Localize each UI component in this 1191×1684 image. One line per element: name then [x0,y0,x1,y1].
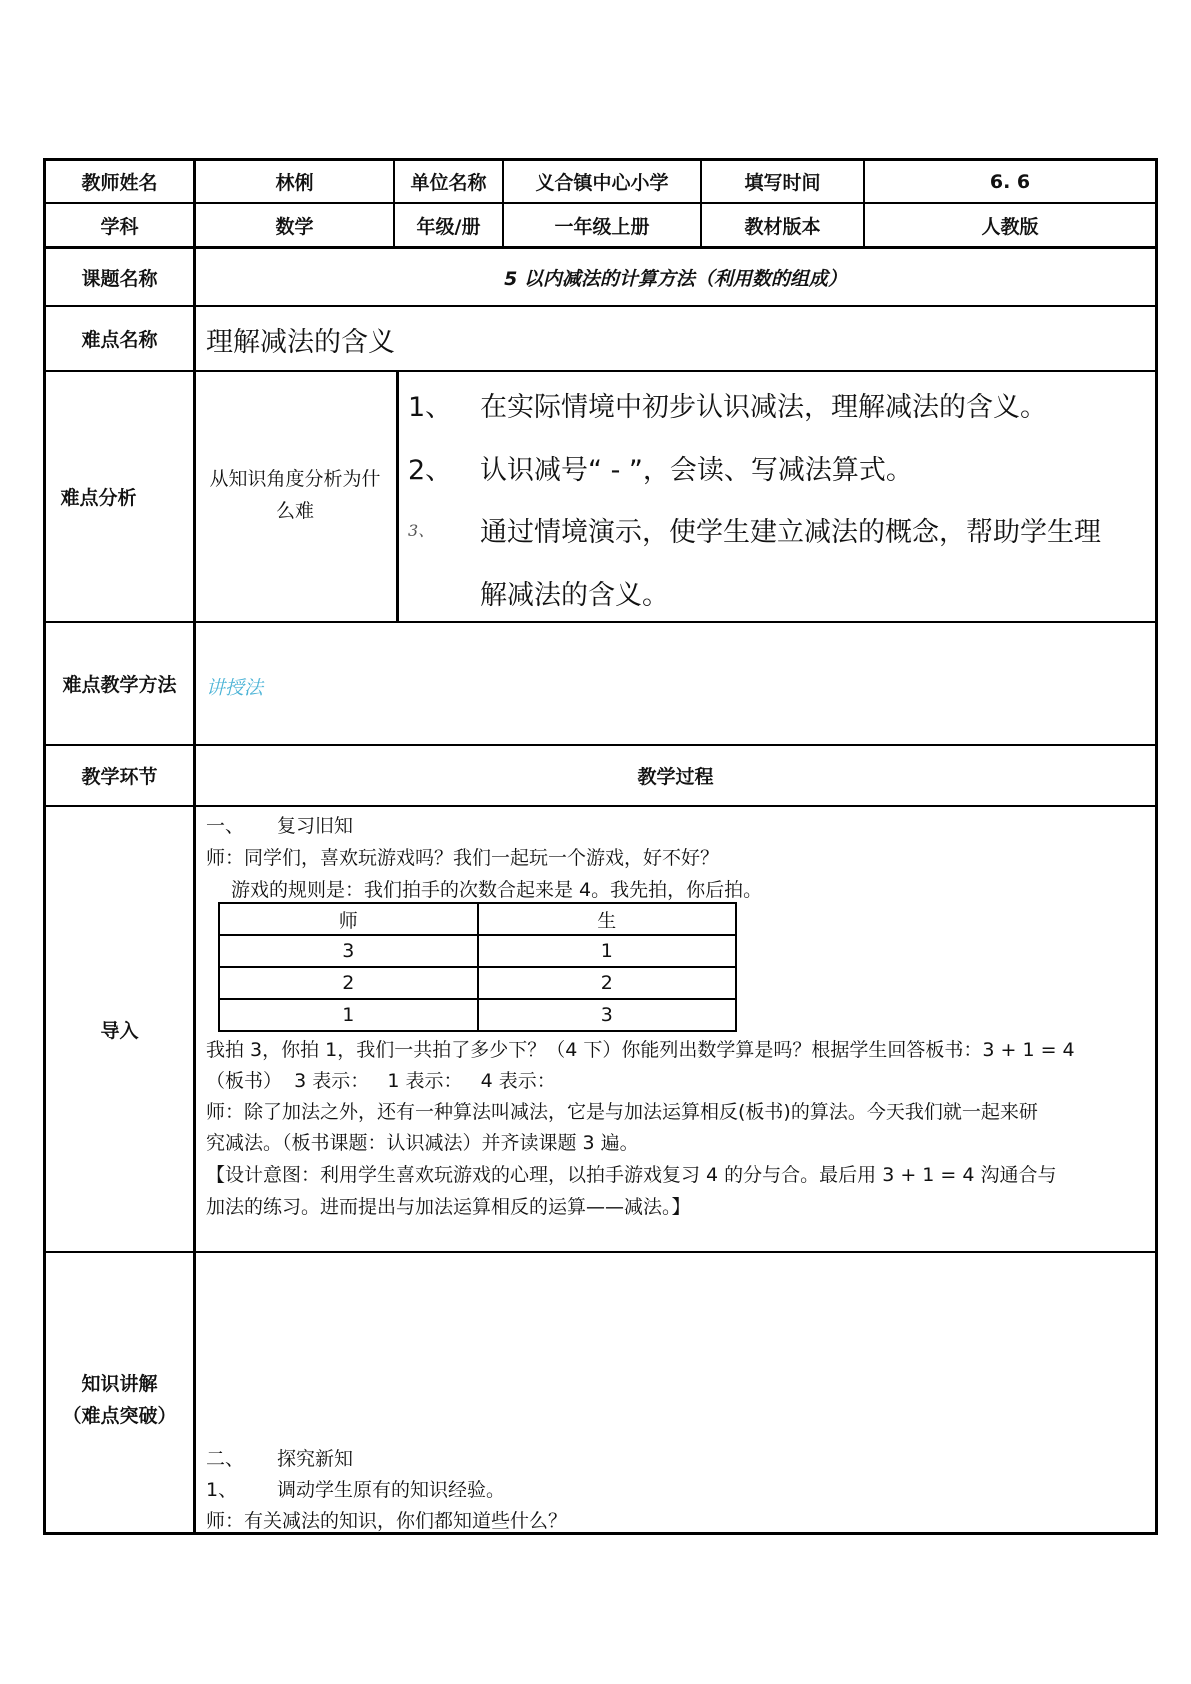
grid-line [43,1251,1158,1253]
date-label: 填写时间 [744,172,821,194]
unit-value: 义合镇中心小学 [535,172,669,194]
teacher-label: 教师姓名 [81,172,158,194]
table-row [219,999,736,1031]
table-header-cell: 师 [219,903,478,935]
intro-line: 师：同学们，喜欢玩游戏吗？我们一起玩一个游戏，好不好？ [206,847,720,869]
method-value: 讲授法 [206,677,264,699]
table-cell: 2 [219,967,478,999]
table-cell: 1 [219,999,478,1031]
teacher-value: 林俐 [275,172,314,194]
analysis-item-text: 通过情境演示，使学生建立减法的概念，帮助学生理 [480,517,1101,548]
analysis-sub-label: 从知识角度分析为什么难 [209,468,381,522]
method-label: 难点教学方法 [62,674,177,696]
process-label: 教学环节 [81,766,158,788]
grid-line [396,370,399,622]
grid-line [1155,158,1158,1535]
unit-label: 单位名称 [410,172,487,194]
grid-line [43,370,1158,372]
grade-value: 一年级上册 [554,215,650,238]
knowledge-label [46,1365,193,1435]
knowledge-line: 师：有关减法的知识，你们都知道些什么？ [206,1510,568,1532]
item-number: 1、 [206,1479,238,1501]
table-row [219,935,736,967]
intro-line: 究减法。（板书课题：认识减法）并齐读课题 3 遍。 [206,1132,639,1154]
analysis-label: 难点分析 [60,487,137,509]
edition-label: 教材版本 [744,215,821,238]
grid-line [43,305,1158,307]
subject-value: 数学 [275,215,314,238]
analysis-item-num: 3、 [408,521,435,540]
difficulty-label: 难点名称 [81,329,158,351]
analysis-item-text: 解减法的含义。 [480,580,669,611]
analysis-item-num: 2、 [408,455,453,486]
subject-label: 学科 [100,215,139,238]
table-header-row [219,903,736,935]
analysis-item-text: 认识减号“ - ”，会读、写减法算式。 [480,455,913,486]
intro-line: 游戏的规则是：我们拍手的次数合起来是 4。我先拍，你后拍。 [231,879,763,901]
intro-line: 加法的练习。进而提出与加法运算相反的运算——减法。】 [206,1196,691,1218]
intro-line: 【设计意图：利用学生喜欢玩游戏的心理，以拍手游戏复习 4 的分与合。最后用 3 + 1 = 4 沟通合与 [206,1164,1057,1186]
process-value: 教学过程 [637,766,714,788]
topic-value: 5 以内减法的计算方法（利用数的组成） [504,267,847,290]
intro-line: （板书） 3 表示： 1 表示： 4 表示： [206,1070,556,1092]
intro-line: 师：除了加法之外，还有一种算法叫减法，它是与加法运算相反(板书)的算法。今天我们就一起来研 [206,1101,1038,1123]
section-number: 二、 [206,1448,245,1470]
knowledge-label-line: 知识讲解 [81,1373,158,1395]
analysis-item-num: 1、 [408,392,453,423]
table-header-cell: 生 [478,903,737,935]
table-row [219,967,736,999]
intro-line: 我拍 3，你拍 1，我们一共拍了多少下？（4 下）你能列出数学算是吗？根据学生回答板书：3 + 1 = 4 [206,1039,1075,1061]
section-title: 复习旧知 [277,815,354,837]
difficulty-value: 理解减法的含义 [206,327,395,358]
table-cell: 1 [478,935,737,967]
analysis-item-text: 在实际情境中初步认识减法，理解减法的含义。 [480,392,1047,423]
table-cell: 2 [478,967,737,999]
grid-line [193,158,196,1535]
knowledge-label-line: （难点突破） [62,1405,177,1427]
grid-line [43,805,1158,807]
date-value: 6. 6 [989,170,1031,193]
edition-value: 人教版 [981,215,1039,238]
grade-label: 年级/册 [416,215,481,238]
table-cell: 3 [478,999,737,1031]
section-title: 探究新知 [277,1448,354,1470]
intro-label: 导入 [100,1019,139,1042]
grid-line [43,621,1158,623]
topic-label: 课题名称 [81,267,158,290]
item-title: 调动学生原有的知识经验。 [277,1479,506,1501]
table-cell: 3 [219,935,478,967]
clap-game-table [218,902,737,1032]
section-number: 一、 [206,815,245,837]
